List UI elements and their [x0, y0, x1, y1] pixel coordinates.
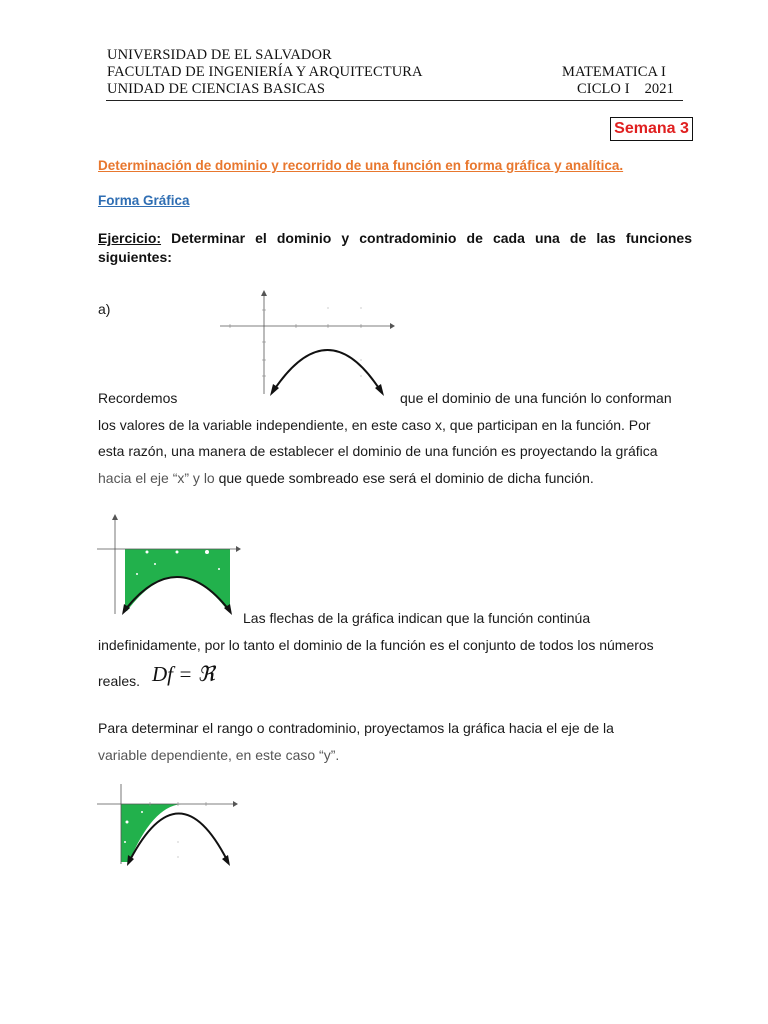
right-arrow-head [222, 855, 230, 866]
tick-marks [230, 310, 361, 376]
x-axis-arrow [233, 801, 238, 807]
cycle: CICLO I [577, 81, 630, 97]
domain-formula: Df = ℜ [152, 662, 215, 686]
item-a-label: a) [98, 301, 111, 317]
exercise-text: Determinar el dominio y contradominio de cada una de las funciones siguientes: [98, 230, 692, 265]
x-axis-arrow [390, 323, 395, 329]
domain-shaded-graph [97, 514, 242, 618]
section-title: Determinación de dominio y recorrido de una función en forma gráfica y analítica. [98, 158, 624, 173]
para1-line2: los valores de la variable independiente, en este caso x, que participan en la función. Por [98, 417, 651, 433]
grid-dots [177, 841, 178, 857]
cycle-label [577, 81, 674, 98]
y-axis-arrow [112, 514, 118, 520]
year: 2021 [644, 81, 674, 97]
para3-line1: Para determinar el rango o contradominio, proyectamos la gráfica hacia el eje de la [98, 720, 614, 736]
range-shade [121, 804, 181, 862]
para2-line3: reales. [98, 673, 141, 689]
grid-dots [327, 307, 361, 376]
header-left [107, 47, 423, 98]
university-name: UNIVERSIDAD DE EL SALVADOR [107, 47, 332, 63]
para1-lead: Recordemos [98, 390, 178, 406]
para1-line4 [98, 470, 594, 486]
header-rule [106, 100, 683, 101]
y-axis-arrow [261, 290, 267, 296]
exercise-label: Ejercicio: [98, 230, 162, 246]
unit-name: UNIDAD DE CIENCIAS BASICAS [107, 81, 326, 97]
para1-line3: esta razón, una manera de establecer el dominio de una función es proyectando la gráfica [98, 443, 658, 459]
subsection-title: Forma Gráfica [98, 193, 190, 208]
course-name: MATEMATICA I [562, 64, 666, 80]
para2-line1: Las flechas de la gráfica indican que la función continúa [243, 610, 591, 626]
exercise-statement [98, 229, 692, 267]
x-axis-arrow [236, 546, 241, 552]
faculty-name: FACULTAD DE INGENIERÍA Y ARQUITECTURA [107, 64, 423, 80]
week-badge: Semana 3 [610, 117, 693, 141]
para1-line4-rest: que quede sombreado ese será el dominio de dicha función. [214, 470, 594, 486]
para3-line2: variable dependiente, en este caso “y”. [98, 747, 340, 763]
parabola-graph [218, 290, 398, 400]
range-shaded-graph [97, 782, 242, 872]
para2-line2: indefinidamente, por lo tanto el dominio de la función es el conjunto de todos los números [98, 637, 654, 653]
para1-tail: que el dominio de una función lo conforman [400, 390, 672, 406]
para1-line4-light: hacia el eje “x” y lo [98, 470, 215, 486]
parabola-curve [274, 350, 380, 390]
